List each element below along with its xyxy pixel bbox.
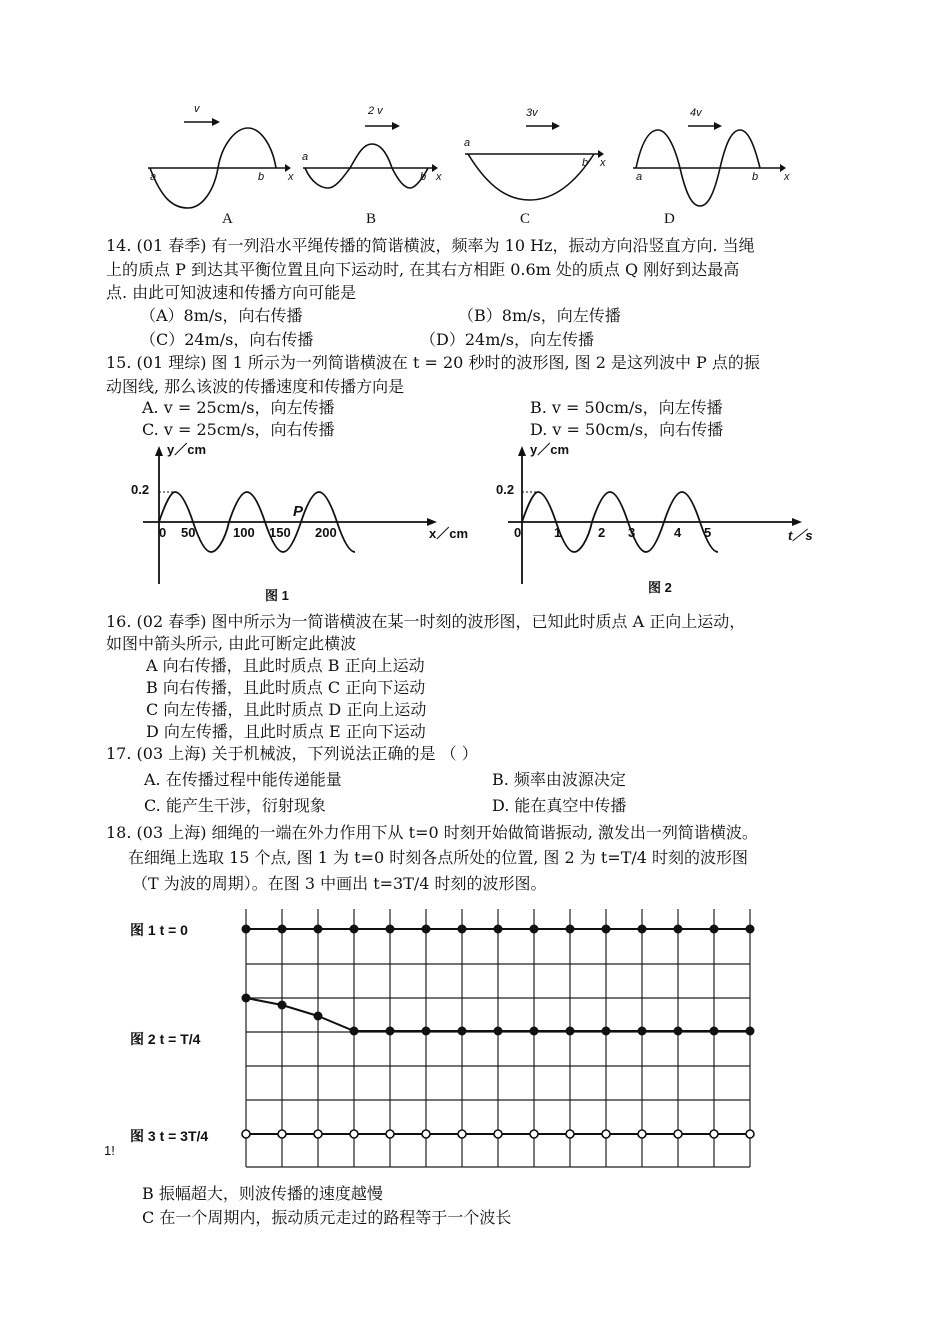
fig-a-axis-x: x — [288, 171, 294, 183]
q19-option-b: B 振幅超大，则波传播的速度越慢 — [142, 1184, 383, 1203]
q18-stem-line2: 在细绳上选取 15 个点, 图 1 为 t=0 时刻各点所处的位置, 图 2 为 t=T/4 时刻的波形图 — [128, 848, 749, 867]
fig1-caption: 图 1 — [265, 588, 289, 603]
q19-option-c: C 在一个周期内，振动质元走过的路程等于一个波长 — [142, 1208, 512, 1227]
fig-a-velocity: v — [194, 103, 200, 115]
fig1-xlabel: x／cm — [429, 526, 469, 541]
q16-option-c: C 向左传播，且此时质点 D 正向上运动 — [146, 700, 427, 719]
q17-stem: 17. (03 上海) 关于机械波，下列说法正确的是 （ ） — [106, 744, 478, 763]
q15-option-d: D. v = 50cm/s，向右传播 — [530, 420, 724, 439]
fig-a-point-a: a — [150, 171, 157, 183]
fig-label-a: A — [222, 211, 233, 227]
q18-stem-line1: 18. (03 上海) 细绳的一端在外力作用下从 t=0 时刻开始做简谐振动, 激发出一列简谐横波。 — [106, 823, 758, 842]
q15-fig1-waveform — [115, 442, 495, 612]
fig1-tick-50: 50 — [181, 525, 196, 540]
fig-a-point-b: b — [258, 171, 265, 183]
q14-option-d: （D）24m/s，向左传播 — [420, 330, 594, 349]
fig2-tick-5: 5 — [704, 525, 712, 540]
fig-c-point-a: a — [464, 137, 471, 149]
fig1-ylabel: y／cm — [167, 442, 207, 457]
q18-grid-figure — [100, 905, 770, 1175]
grid-stub-label: 1! — [104, 1143, 115, 1158]
fig1-point-p: P — [293, 503, 304, 520]
fig-label-d: D — [664, 211, 675, 227]
fig1-tick-150: 150 — [269, 525, 291, 540]
top-wave-figures — [140, 96, 800, 236]
fig2-origin-label: 0 — [514, 525, 522, 540]
q16-option-a: A 向右传播，且此时质点 B 正向上运动 — [146, 656, 425, 675]
grid-row2-label: 图 2 t = T/4 — [130, 1031, 201, 1047]
fig-label-c: C — [520, 211, 531, 227]
fig-b-point-b: b — [420, 171, 427, 183]
q14-option-c: （C）24m/s，向右传播 — [140, 330, 314, 349]
fig2-ylabel: y／cm — [530, 442, 570, 457]
fig2-tick-1: 1 — [554, 525, 562, 540]
fig1-tick-200: 200 — [315, 525, 337, 540]
fig-b-velocity: 2 v — [368, 105, 383, 117]
q14-option-a: （A）8m/s，向右传播 — [140, 306, 303, 325]
q17-option-a: A. 在传播过程中能传递能量 — [144, 770, 342, 789]
q15-option-c: C. v = 25cm/s，向右传播 — [142, 420, 335, 439]
fig2-tick-2: 2 — [598, 525, 606, 540]
q16-option-d: D 向左传播，且此时质点 E 正向下运动 — [146, 722, 426, 741]
q14-stem-line2: 上的质点 P 到达其平衡位置且向下运动时, 在其右方相距 0.6m 处的质点 Q 刚好到达最高 — [106, 260, 740, 279]
q16-stem-line2: 如图中箭头所示, 由此可断定此横波 — [106, 634, 357, 653]
q17-option-d: D. 能在真空中传播 — [492, 796, 627, 815]
q18-stem-line3: （T 为波的周期）。在图 3 中画出 t=3T/4 时刻的波形图。 — [132, 874, 547, 893]
q14-option-b: （B）8m/s，向左传播 — [458, 306, 621, 325]
q15-fig2-vibration — [492, 442, 832, 602]
fig-label-b: B — [366, 211, 377, 227]
q17-option-c: C. 能产生干涉，衍射现象 — [144, 796, 326, 815]
q14-stem-line3: 点. 由此可知波速和传播方向可能是 — [106, 283, 357, 302]
fig-d-velocity: 4v — [690, 107, 702, 119]
fig2-xlabel: t／s — [788, 528, 813, 543]
q16-stem-line1: 16. (02 春季) 图中所示为一简谐横波在某一时刻的波形图，已知此时质点 A 正向上运动， — [106, 612, 746, 631]
q17-option-b: B. 频率由波源决定 — [492, 770, 626, 789]
fig1-tick-100: 100 — [233, 525, 255, 540]
q15-stem-line1: 15. (01 理综) 图 1 所示为一列简谐横波在 t = 20 秒时的波形图, 图 2 是这列波中 P 点的振 — [106, 353, 760, 372]
fig-d-point-b: b — [752, 171, 759, 183]
q14-stem-line1: 14. (01 春季) 有一列沿水平绳传播的简谐横波，频率为 10 Hz，振动方向沿竖直方向. 当绳 — [106, 236, 755, 255]
fig2-amp-label: 0.2 — [496, 482, 515, 497]
fig-d-point-a: a — [636, 171, 643, 183]
grid-row1-label: 图 1 t = 0 — [130, 922, 188, 938]
q15-option-b: B. v = 50cm/s，向左传播 — [530, 398, 723, 417]
fig-c-axis-x: x — [600, 157, 606, 169]
fig2-tick-3: 3 — [628, 525, 636, 540]
fig2-caption: 图 2 — [648, 580, 672, 595]
grid-row3-label: 图 3 t = 3T/4 — [130, 1128, 209, 1144]
fig-c-point-b: b — [582, 157, 589, 169]
fig2-tick-4: 4 — [674, 525, 682, 540]
q16-option-b: B 向右传播，且此时质点 C 正向下运动 — [146, 678, 426, 697]
fig-d-axis-x: x — [784, 171, 790, 183]
fig1-amp-label: 0.2 — [131, 482, 150, 497]
q15-stem-line2: 动图线, 那么该波的传播速度和传播方向是 — [106, 377, 405, 396]
fig-b-point-a: a — [302, 151, 309, 163]
q15-option-a: A. v = 25cm/s，向左传播 — [142, 398, 335, 417]
fig-b-axis-x: x — [436, 171, 442, 183]
fig1-origin-label: 0 — [159, 525, 167, 540]
fig-c-velocity: 3v — [526, 107, 538, 119]
